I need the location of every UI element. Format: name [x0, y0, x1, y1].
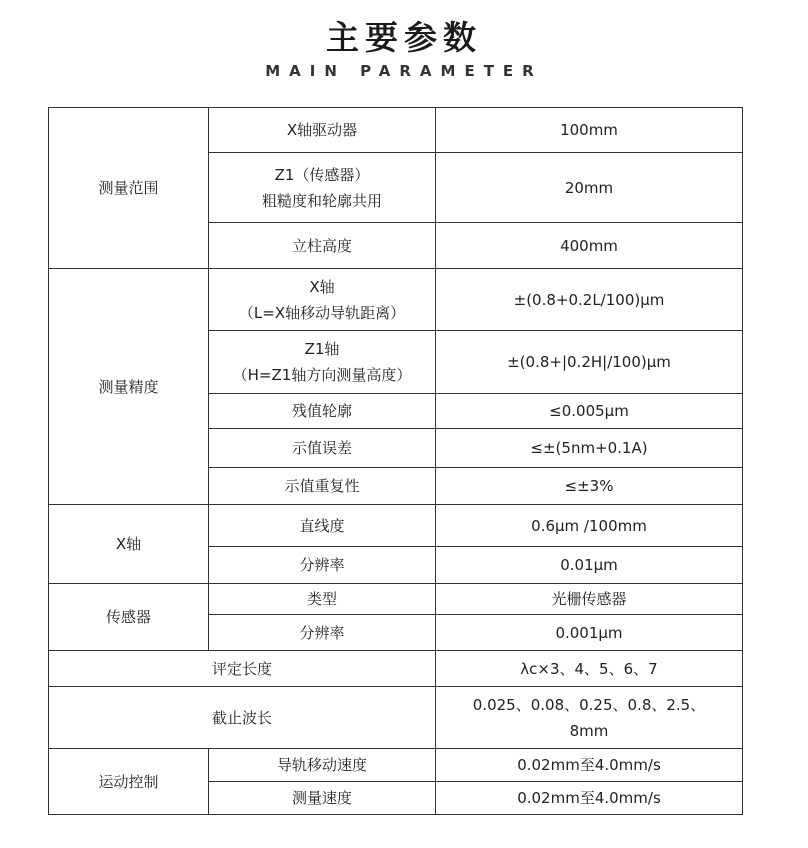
param-name: [209, 331, 436, 394]
param-name: 截止波长: [49, 687, 436, 749]
page-subtitle: MAIN PARAMETER: [265, 62, 543, 80]
param-name: 残值轮廓: [209, 394, 436, 429]
group-label-x-axis: X轴: [49, 505, 209, 584]
param-name: 评定长度: [49, 651, 436, 687]
param-value: 0.01μm: [436, 547, 743, 584]
table-row: [49, 749, 743, 782]
group-label-motion-control: 运动控制: [49, 749, 209, 815]
parameter-table: [48, 107, 743, 815]
param-value: ≤±3%: [436, 468, 743, 505]
param-value-line: 8mm: [569, 721, 609, 740]
param-name-line: 粗糙度和轮廓共用: [261, 191, 382, 210]
page-title: 主要参数: [326, 18, 482, 57]
param-name: 直线度: [209, 505, 436, 547]
param-value: λc×3、4、5、6、7: [436, 651, 743, 687]
param-name-line: （H=Z1轴方向测量高度）: [232, 366, 412, 384]
param-name: 测量速度: [209, 782, 436, 815]
param-name: 分辨率: [209, 615, 436, 651]
param-name: 导轨移动速度: [209, 749, 436, 782]
param-value: 0.001μm: [436, 615, 743, 651]
param-name-line: X轴: [309, 277, 335, 296]
table-row: [49, 687, 743, 749]
param-name: [209, 269, 436, 331]
table-row: [49, 505, 743, 547]
param-value: ≤±(5nm+0.1A): [436, 429, 743, 468]
param-value: 20mm: [436, 153, 743, 223]
param-value: 100mm: [436, 108, 743, 153]
param-name: X轴驱动器: [209, 108, 436, 153]
group-label-measure-accuracy: 测量精度: [49, 269, 209, 505]
param-name: 立柱高度: [209, 223, 436, 269]
param-value: 0.6μm /100mm: [436, 505, 743, 547]
param-name: 示值重复性: [209, 468, 436, 505]
param-value: ≤0.005μm: [436, 394, 743, 429]
param-value: 0.02mm至4.0mm/s: [436, 749, 743, 782]
group-label-sensor: 传感器: [49, 584, 209, 651]
param-value: 400mm: [436, 223, 743, 269]
param-value: [436, 687, 743, 749]
param-value: ±(0.8+|0.2H|/100)μm: [436, 331, 743, 394]
table-row: [49, 651, 743, 687]
param-name-line: Z1（传感器）: [274, 165, 370, 184]
param-value: ±(0.8+0.2L/100)μm: [436, 269, 743, 331]
param-name: 分辨率: [209, 547, 436, 584]
param-name: 示值误差: [209, 429, 436, 468]
param-name: 类型: [209, 584, 436, 615]
param-value-line: 0.025、0.08、0.25、0.8、2.5、: [472, 695, 706, 714]
param-name: [209, 153, 436, 223]
param-value: 光栅传感器: [436, 584, 743, 615]
param-name-line: （L=X轴移动导轨距离）: [238, 303, 406, 322]
param-name-line: Z1轴: [304, 340, 340, 358]
table-row: [49, 108, 743, 153]
table-row: [49, 269, 743, 331]
table-row: [49, 584, 743, 615]
group-label-measure-range: 测量范围: [49, 108, 209, 269]
param-value: 0.02mm至4.0mm/s: [436, 782, 743, 815]
